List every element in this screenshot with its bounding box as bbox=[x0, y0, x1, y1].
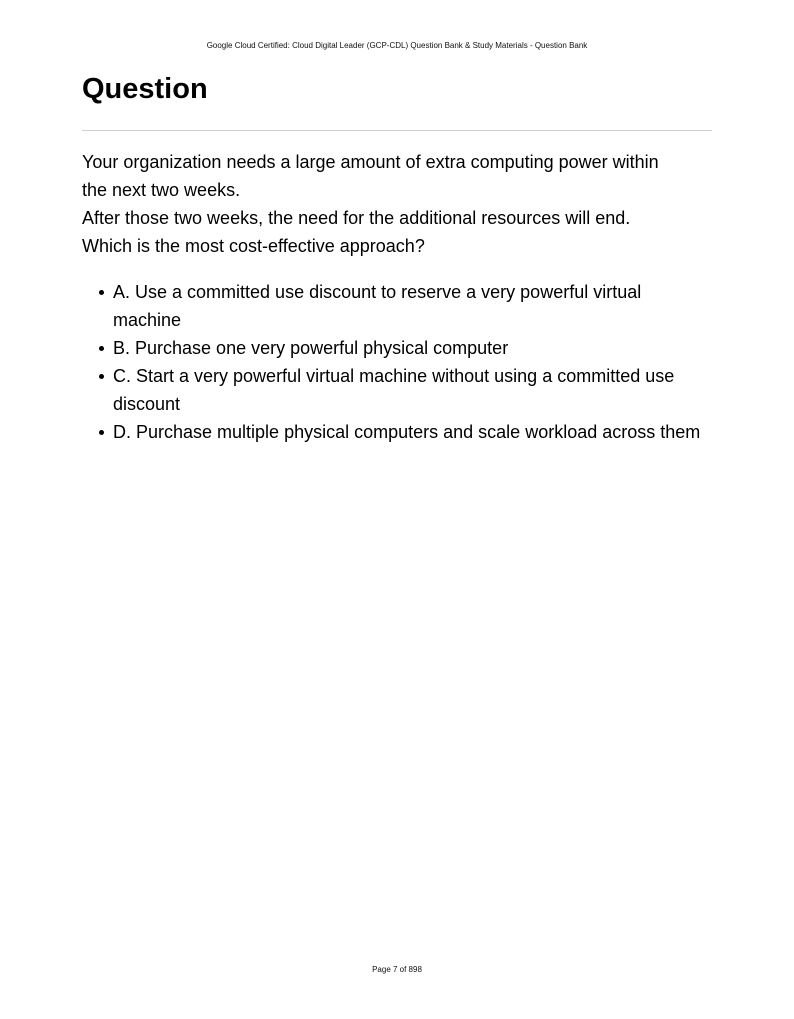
answer-option-d: D. Purchase multiple physical computers and scale workload across them bbox=[113, 418, 713, 446]
answer-options bbox=[113, 278, 713, 446]
question-line: Your organization needs a large amount of extra computing power within bbox=[82, 152, 659, 172]
running-header: Google Cloud Certified: Cloud Digital Leader (GCP-CDL) Question Bank & Study Materials - Question Bank bbox=[206, 41, 588, 50]
title-divider bbox=[82, 130, 712, 131]
question-line: the next two weeks. bbox=[82, 180, 241, 200]
answer-option-a: A. Use a committed use discount to reserve a very powerful virtual machine bbox=[113, 278, 713, 334]
question-line: After those two weeks, the need for the additional resources will end. bbox=[82, 208, 631, 228]
answer-option-b: B. Purchase one very powerful physical computer bbox=[113, 334, 713, 362]
answer-option-c: C. Start a very powerful virtual machine without using a committed use discount bbox=[113, 362, 713, 418]
question-line: Which is the most cost-effective approach? bbox=[82, 236, 425, 256]
question-stem bbox=[82, 148, 722, 260]
page-number: Page 7 of 898 bbox=[372, 965, 422, 974]
page-title: Question bbox=[82, 73, 208, 105]
